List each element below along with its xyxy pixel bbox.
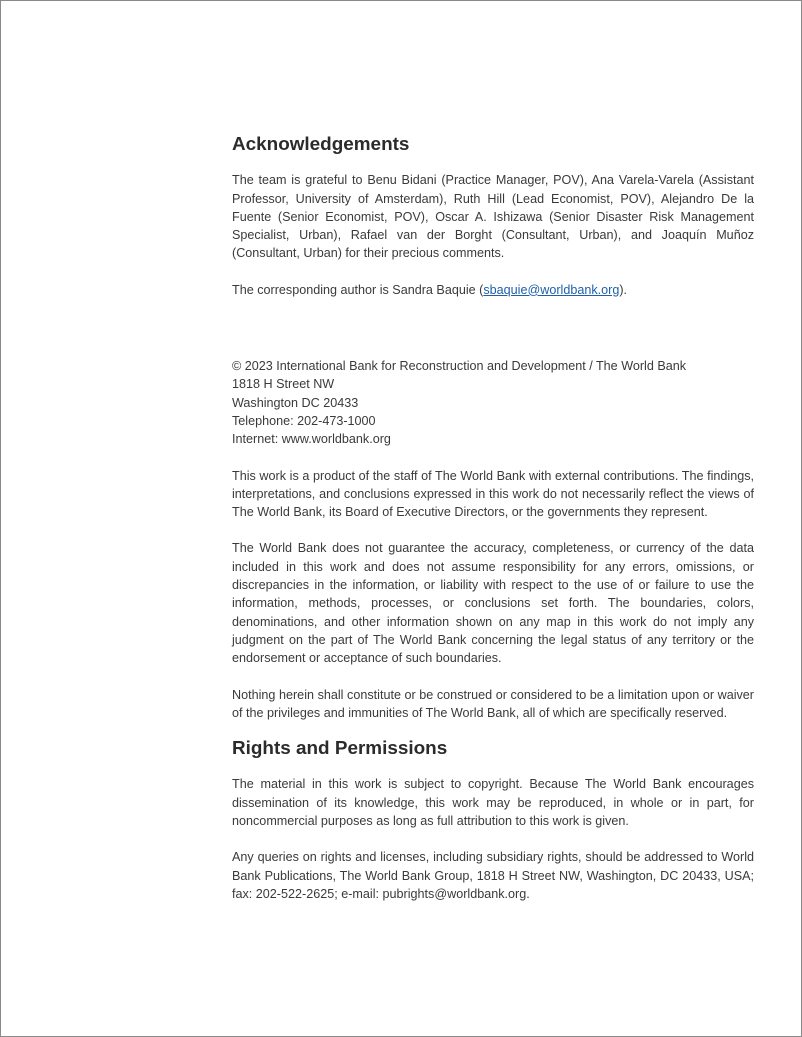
copyright-line: © 2023 International Bank for Reconstruction and Development / The World Bank bbox=[232, 359, 687, 374]
product-disclaimer: This work is a product of the staff of The World Bank with external contributions. The findings, interpretations, and conclusions expressed in this work do not necessarily reflect the views of The World Bank, its Board of Executive Directors, or the governments they represent. bbox=[232, 468, 754, 520]
author-email-link[interactable]: sbaquie@worldbank.org bbox=[483, 282, 620, 297]
privileges-disclaimer: Nothing herein shall constitute or be construed or considered to be a limitation upon or waiver of the privileges and immunities of The World Bank, all of which are specifically reserved. bbox=[232, 687, 754, 720]
rights-copyright-paragraph: The material in this work is subject to copyright. Because The World Bank encourages dissemination of its knowledge, this work may be reproduced, in whole or in part, for noncommercial purposes as long as full attribution to this work is given. bbox=[232, 777, 754, 829]
internet-line: Internet: www.worldbank.org bbox=[232, 432, 391, 447]
guarantee-disclaimer: The World Bank does not guarantee the accuracy, completeness, or currency of the data included in this work and does not assume responsibility for any errors, omissions, or discrepancies in the information, or liability with respect to the use of or failure to use the information, methods, processes, or conclusions set forth. The boundaries, colors, denominations, and other information shown on any map in this work do not imply any judgment on the part of The World Bank concerning the legal status of any territory or the endorsement or acceptance of such boundaries. bbox=[232, 541, 754, 666]
rights-queries-paragraph: Any queries on rights and licenses, including subsidiary rights, should be addressed to World Bank Publications, The World Bank Group, 1818 H Street NW, Washington, DC 20433, USA; fax: 202-522-2625; e-mail: pubrights@worldbank.org. bbox=[232, 850, 754, 901]
street-line: 1818 H Street NW bbox=[232, 377, 335, 392]
acknowledgements-heading: Acknowledgements bbox=[232, 134, 410, 155]
acknowledgements-paragraph: The team is grateful to Benu Bidani (Practice Manager, POV), Ana Varela-Varela (Assistant Professor, University of Amsterdam), Ruth Hill (Lead Economist, POV), Alejandro De la Fuente (Senior Economist, POV), Oscar A. Ishizawa (Senior Disaster Risk Management Specialist, Urban), Rafael van der Borght (Consultant, Urban), and Joaquín Muñoz (Consultant, Urban) for their precious comments. bbox=[232, 173, 754, 261]
document-body bbox=[232, 136, 754, 903]
corresponding-author-prefix: The corresponding author is Sandra Baquie ( bbox=[232, 282, 484, 297]
corresponding-author-suffix: ). bbox=[619, 282, 628, 297]
city-line: Washington DC 20433 bbox=[232, 395, 359, 410]
rights-heading: Rights and Permissions bbox=[232, 738, 448, 760]
publisher-address-block bbox=[232, 357, 754, 448]
telephone-line: Telephone: 202-473-1000 bbox=[232, 413, 376, 428]
corresponding-author bbox=[232, 281, 754, 299]
